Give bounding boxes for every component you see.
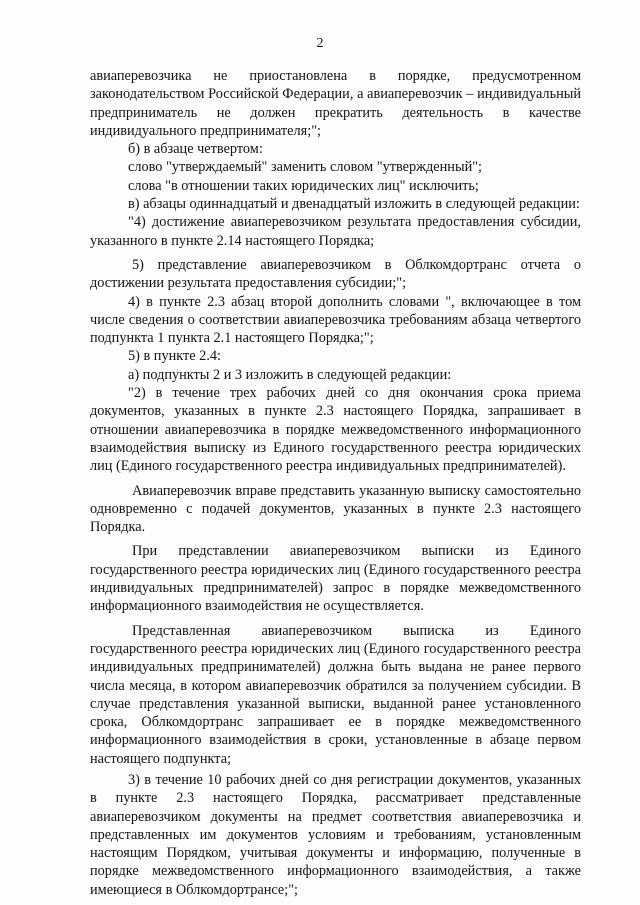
paragraph: При представлении авиаперевозчиком выписки из Единого государственного реестра юридических лиц (Единого государственного реестра индивидуальных предпринимателей) запрос в порядке межведомственного информационного взаимодействия не осуществляется. bbox=[90, 543, 581, 615]
paragraph: а) подпункты 2 и 3 изложить в следующей редакции: bbox=[128, 366, 452, 383]
paragraph: слово "утверждаемый" заменить словом "утвержденный"; bbox=[128, 159, 483, 176]
paragraph: б) в абзаце четвертом: bbox=[128, 141, 263, 158]
paragraph: "2) в течение трех рабочих дней со дня окончания срока приема документов, указанных в пункте 2.3 настоящего Порядка, запрашивает в отношении авиаперевозчика в порядке межведомственного информационного взаимодействия выписку из Единого государственного реестра юридических лиц (Единого государственного реестра индивидуальных предпринимателей). bbox=[90, 385, 581, 475]
document-body bbox=[90, 67, 581, 899]
paragraph: 3) в течение 10 рабочих дней со дня регистрации документов, указанных в пункте 2.3 настоящего Порядка, рассматривает представленные авиаперевозчиком документы на предмет соответствия авиаперевозчика и представленных им документов условиям и требованиям, установленным настоящим Порядком, учитывая документы и информацию, полученные в порядке межведомственного информационного взаимодействия, а также имеющиеся в Облкомдортрансе;"; bbox=[90, 771, 581, 898]
paragraph: Авиаперевозчик вправе представить указанную выписку самостоятельно одновременно с подачей документов, указанных в пункте 2.3 настоящего Порядка. bbox=[90, 482, 581, 536]
paragraph: в) абзацы одиннадцатый и двенадцатый изложить в следующей редакции: bbox=[128, 196, 580, 213]
page-number: 2 bbox=[316, 36, 324, 51]
paragraph: 5) представление авиаперевозчиком в Облкомдортранс отчета о достижении результата предоставления субсидии;"; bbox=[90, 256, 581, 292]
paragraph: 5) в пункте 2.4: bbox=[128, 348, 222, 365]
paragraph: авиаперевозчика не приостановлена в порядке, предусмотренном законодательством Российской Федерации, а авиаперевозчик – индивидуальный предприниматель не должен прекратить деятельность в качестве индивидуального предпринимателя;"; bbox=[90, 68, 581, 139]
paragraph: "4) достижение авиаперевозчиком результата предоставления субсидии, указанного в пункте 2.14 настоящего Порядка; bbox=[90, 214, 581, 249]
paragraph: 4) в пункте 2.3 абзац второй дополнить словами ", включающее в том числе сведения о соответствии авиаперевозчика требованиям абзаца четвертого подпункта 1 пункта 2.1 настоящего Порядка;"; bbox=[90, 293, 581, 347]
paragraph: Представленная авиаперевозчиком выписка из Единого государственного реестра юридических лиц (Единого государственного реестра индивидуальных предпринимателей) должна быть выдана не ранее первого числа месяца, в котором авиаперевозчик обратился за получением субсидии. В случае представления указанной выписки, выданной ранее установленного срока, Облкомдортранс запрашивает ее в порядке межведомственного информационного взаимодействия в сроки, установленные в абзаце первом настоящего подпункта; bbox=[90, 622, 581, 767]
paragraph: слова "в отношении таких юридических лиц" исключить; bbox=[128, 177, 479, 194]
